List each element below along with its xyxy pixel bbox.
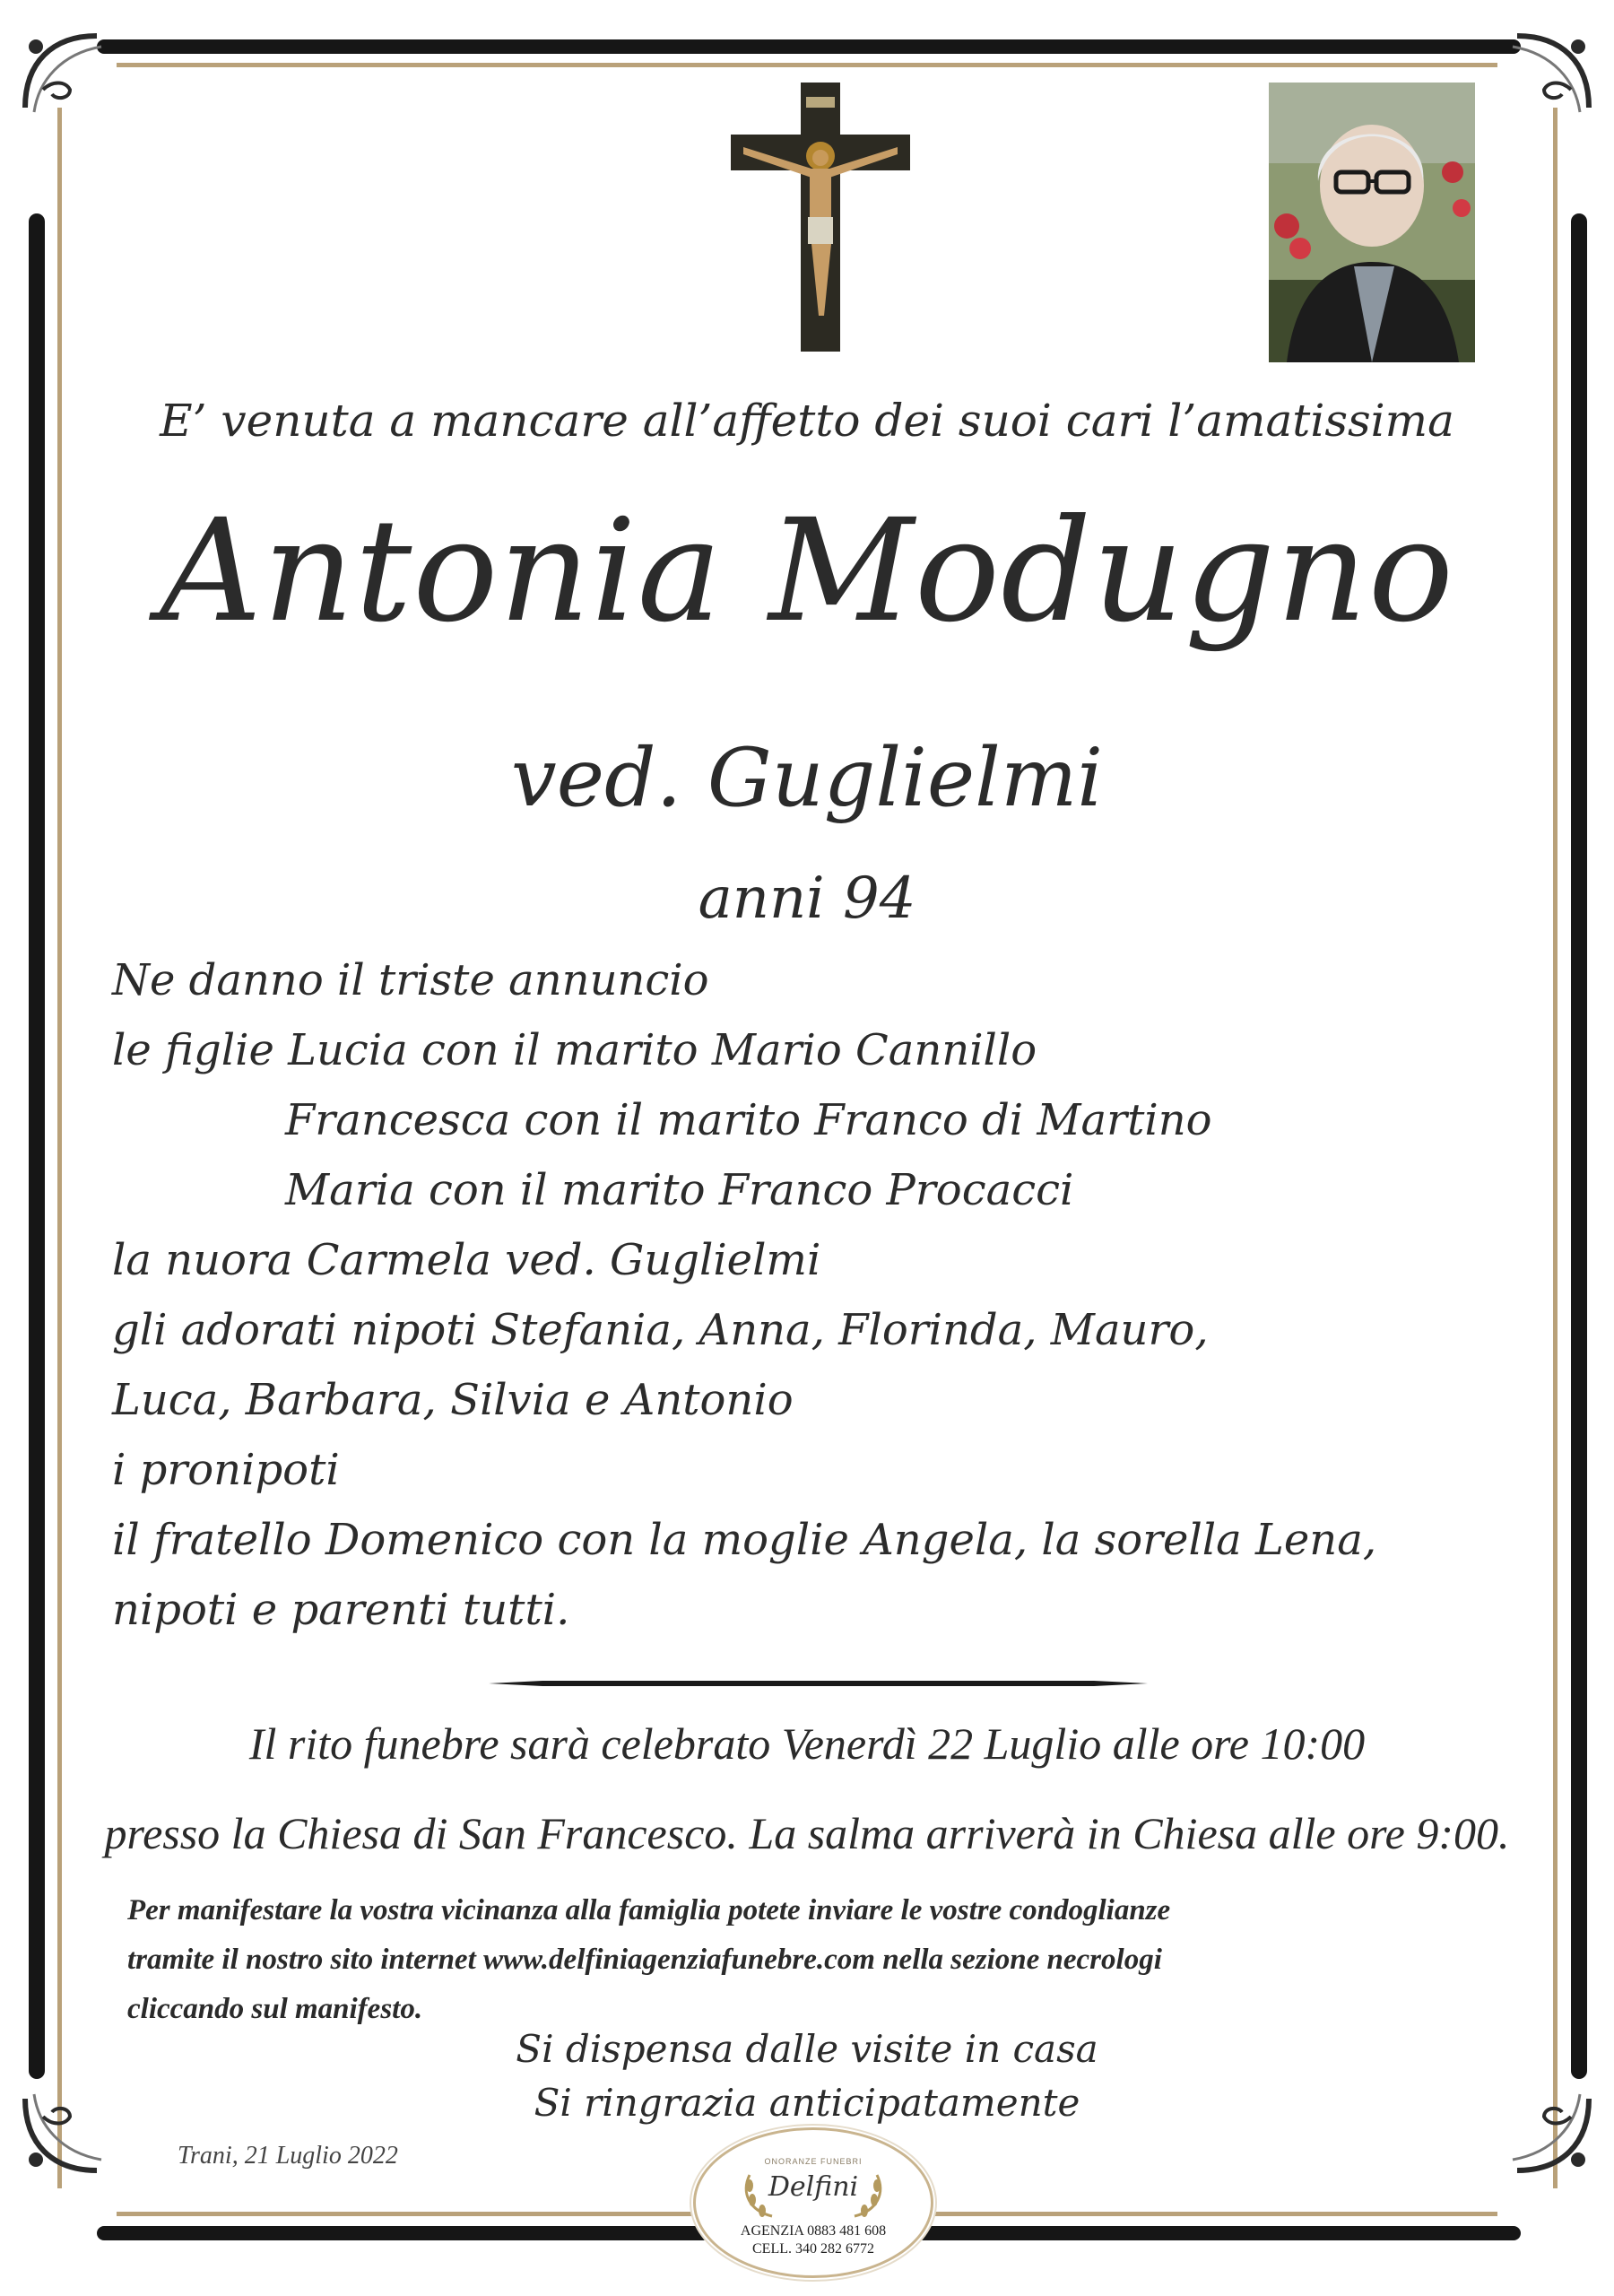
agency-phone: AGENZIA 0883 481 608 [740, 2223, 887, 2239]
deceased-portrait-photo [1269, 83, 1475, 362]
crucifix-icon [731, 83, 910, 352]
divider-line [489, 1680, 1148, 1687]
deceased-name: Antonia Modugno [159, 489, 1455, 654]
corner-ornament-top-left [16, 27, 115, 126]
family-line: Francesca con il marito Franco di Martino [285, 1095, 1212, 1145]
agency-logo [693, 2127, 933, 2278]
condolence-line-1: Per manifestare la vostra vicinanza alla famiglia potete inviare le vostre condoglianze [127, 1894, 1171, 1926]
agency-name: Delfini [768, 2171, 859, 2203]
condolence-info [127, 1886, 1526, 2034]
place-date: Trani, 21 Luglio 2022 [178, 2142, 398, 2170]
agency-tagline: ONORANZE FUNEBRI [764, 2157, 863, 2166]
family-line: la nuora Carmela ved. Guglielmi [112, 1235, 821, 1285]
age-text: anni 94 [698, 865, 916, 932]
intro-text: E’ venuta a mancare all’affetto dei suoi cari l’amatissima [160, 395, 1454, 447]
widow-of-text: ved. Guglielmi [510, 731, 1104, 825]
family-line: Luca, Barbara, Silvia e Antonio [112, 1375, 794, 1425]
corner-ornament-top-right [1499, 27, 1598, 126]
thanks-text: Si ringrazia anticipatamente [534, 2081, 1080, 2125]
frame-top-gold-line [117, 63, 1497, 67]
family-line: il fratello Domenico con la moglie Angela, la sorella Lena, [112, 1515, 1377, 1565]
funeral-info-line-1: Il rito funebre sarà celebrato Venerdì 22 Luglio alle ore 10:00 [248, 1718, 1366, 1769]
no-visits-text: Si dispensa dalle visite in casa [516, 2027, 1098, 2071]
frame-top-bar [97, 39, 1521, 54]
family-line: nipoti e parenti tutti. [112, 1585, 570, 1635]
family-line: Maria con il marito Franco Procacci [285, 1165, 1074, 1215]
agency-cell: CELL. 340 282 6772 [752, 2241, 874, 2257]
family-line: Ne danno il triste annuncio [112, 955, 709, 1005]
family-line: le figlie Lucia con il marito Mario Cannillo [112, 1025, 1037, 1075]
funeral-info-line-2: presso la Chiesa di San Francesco. La salma arriverà in Chiesa alle ore 9:00. [104, 1808, 1510, 1858]
family-line: gli adorati nipoti Stefania, Anna, Florinda, Mauro, [112, 1305, 1209, 1355]
family-line: i pronipoti [112, 1445, 340, 1495]
condolence-line-3: cliccando sul manifesto. [127, 1993, 423, 2025]
condolence-line-2: tramite il nostro sito internet www.delfiniagenziafunebre.com nella sezione necrologi [127, 1944, 1162, 1976]
